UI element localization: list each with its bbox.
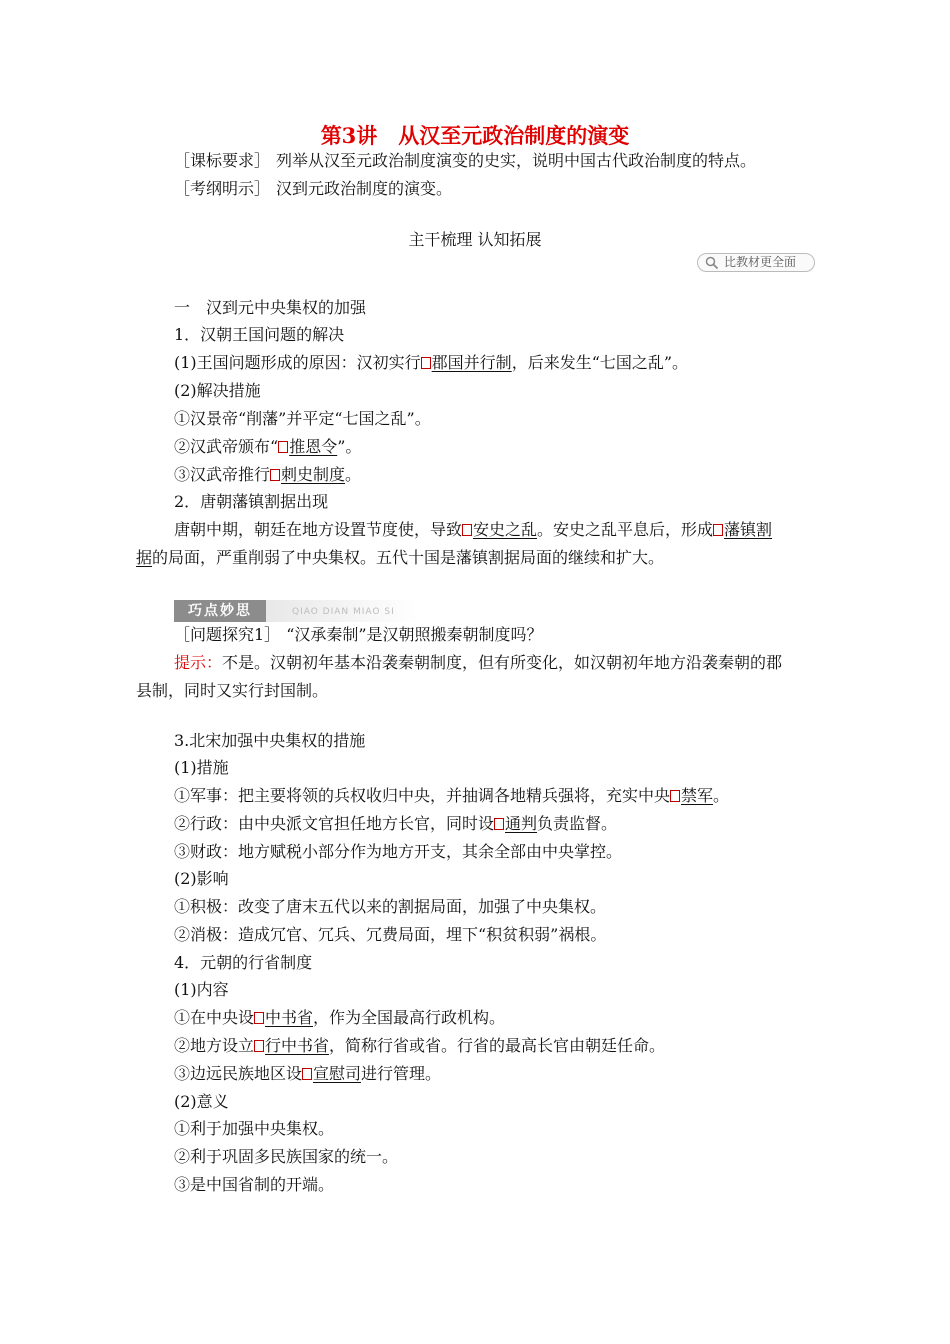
- text-segment: 。: [345, 465, 362, 484]
- tips-badge-pinyin: QIAO DIAN MIAO SI: [266, 600, 420, 622]
- significance-2: ②利于巩固多民族国家的统一。: [174, 1147, 399, 1166]
- yuan-local: [174, 1035, 665, 1057]
- text-segment: ②地方设立: [174, 1036, 255, 1055]
- exam-outline: [174, 178, 452, 200]
- fill-blank: [494, 814, 537, 833]
- fill-answer: 宣慰司: [313, 1064, 362, 1083]
- song-administration: [174, 813, 617, 835]
- text-segment: ②行政：由中央派文官担任地方长官，同时设: [174, 814, 495, 833]
- blank-box-icon: [254, 1040, 264, 1052]
- section-heading: 主干梳理 认知拓展: [408, 230, 542, 249]
- fill-answer: 刺史制度: [281, 465, 346, 484]
- text-segment: ③边远民族地区设: [174, 1064, 303, 1083]
- blank-box-icon: [670, 790, 680, 802]
- item-2-text-line-1: [174, 519, 772, 541]
- text-segment: ①军事：把主要将领的兵权收归中央，并抽调各地精兵强将，充实中央: [174, 786, 671, 805]
- yuan-central: [174, 1007, 505, 1029]
- text-segment: 进行管理。: [361, 1064, 442, 1083]
- significance-3: ③是中国省制的开端。: [174, 1175, 335, 1194]
- curriculum-label: ［课标要求］: [174, 151, 271, 170]
- measure-3: [174, 464, 361, 486]
- blank-box-icon: [713, 524, 723, 536]
- blank-box-icon: [278, 441, 288, 453]
- song-finance: ③财政：地方赋税小部分作为地方开支，其余全部由中央掌控。: [174, 842, 623, 861]
- text-segment: ，后来发生“七国之乱”。: [511, 353, 689, 372]
- item-3-impact: (2)影响: [174, 869, 229, 888]
- fill-answer: 中书省: [265, 1008, 314, 1027]
- text-segment: 。: [713, 786, 730, 805]
- fill-answer: 藩镇割: [724, 520, 773, 539]
- text-segment: ②汉武帝颁布“: [174, 437, 279, 456]
- impact-positive: ①积极：改变了唐末五代以来的割据局面，加强了中央集权。: [174, 897, 607, 916]
- curriculum-text: 列举从汉至元政治制度演变的史实，说明中国古代政治制度的特点。: [276, 151, 757, 170]
- hint-line-1: [174, 652, 782, 674]
- hint-text: 不是。汉朝初年基本沿袭秦朝制度，但有所变化，如汉朝初年地方沿袭秦朝的郡: [222, 653, 783, 672]
- item-1-title: 1．汉朝王国问题的解决: [174, 325, 345, 344]
- item-2-title: 2．唐朝藩镇割据出现: [174, 492, 329, 511]
- blank-box-icon: [254, 1012, 264, 1024]
- fill-blank: [254, 1008, 313, 1027]
- fill-answer: 据: [136, 548, 153, 567]
- blank-box-icon: [302, 1068, 312, 1080]
- fill-blank: [670, 786, 713, 805]
- text-segment: 。安史之乱平息后，形成: [537, 520, 714, 539]
- hint-line-2: 县制，同时又实行封国制。: [136, 681, 329, 700]
- exam-outline-text: 汉到元政治制度的演变。: [276, 179, 453, 198]
- search-pill-label: 比教材更全面: [724, 255, 797, 269]
- fill-blank: [302, 1064, 361, 1083]
- song-military: [174, 785, 729, 807]
- search-icon: [705, 256, 719, 270]
- item-2-text-line-2: [136, 547, 664, 569]
- fill-answer: 通判: [505, 814, 538, 833]
- fill-blank: [462, 520, 537, 539]
- page-title: 第3讲 从汉至元政治制度的演变: [320, 123, 630, 148]
- text-segment: ③汉武帝推行: [174, 465, 271, 484]
- item-1-cause: [174, 352, 688, 374]
- blank-box-icon: [494, 818, 504, 830]
- item-4-content: (1)内容: [174, 980, 229, 999]
- text-segment: ，简称行省或省。行省的最高长官由朝廷任命。: [329, 1036, 666, 1055]
- yuan-frontier: [174, 1063, 441, 1085]
- fill-blank: [270, 465, 345, 484]
- fill-answer: 禁军: [681, 786, 714, 805]
- item-3-measures: (1)措施: [174, 758, 229, 777]
- text-segment: 负责监督。: [537, 814, 618, 833]
- measure-1: ①汉景帝“削藩”并平定“七国之乱”。: [174, 409, 431, 428]
- fill-answer: 行中书省: [265, 1036, 330, 1055]
- fill-answer: 推恩令: [289, 437, 338, 456]
- text-segment: ”。: [337, 437, 362, 456]
- item-1-measures: (2)解决措施: [174, 381, 261, 400]
- blank-box-icon: [421, 357, 431, 369]
- tips-badge-label: 巧点妙思: [174, 600, 266, 622]
- question-text: “汉承秦制”是汉朝照搬秦朝制度吗？: [286, 625, 543, 644]
- text-segment: 唐朝中期，朝廷在地方设置节度使，导致: [174, 520, 463, 539]
- curriculum-requirement: [174, 150, 756, 172]
- item-4-significance: (2)意义: [174, 1092, 229, 1111]
- fill-blank: [254, 1036, 329, 1055]
- fill-blank: [713, 520, 772, 539]
- blank-box-icon: [462, 524, 472, 536]
- question-label: ［问题探究1］: [174, 625, 281, 644]
- significance-1: ①利于加强中央集权。: [174, 1119, 335, 1138]
- fill-answer: 郡国并行制: [431, 353, 512, 372]
- fill-blank: [421, 353, 512, 372]
- text-segment: ①在中央设: [174, 1008, 255, 1027]
- blank-box-icon: [270, 469, 280, 481]
- measure-2: [174, 436, 361, 458]
- question-explore: [174, 624, 543, 646]
- text-segment: ，作为全国最高行政机构。: [313, 1008, 506, 1027]
- tips-badge: [174, 600, 420, 622]
- section-1-heading: 一 汉到元中央集权的加强: [174, 298, 367, 317]
- text-segment: (1)王国问题形成的原因：汉初实行: [174, 353, 421, 372]
- fill-blank: [278, 437, 337, 456]
- exam-outline-label: ［考纲明示］: [174, 179, 271, 198]
- item-3-title: 3.北宋加强中央集权的措施: [174, 731, 366, 750]
- hint-label: 提示：: [174, 653, 223, 672]
- impact-negative: ②消极：造成冗官、冗兵、冗费局面，埋下“积贫积弱”祸根。: [174, 925, 607, 944]
- item-4-title: 4．元朝的行省制度: [174, 953, 313, 972]
- text-segment: 的局面，严重削弱了中央集权。五代十国是藩镇割据局面的继续和扩大。: [152, 548, 665, 567]
- fill-answer: 安史之乱: [473, 520, 538, 539]
- search-pill[interactable]: [697, 253, 815, 272]
